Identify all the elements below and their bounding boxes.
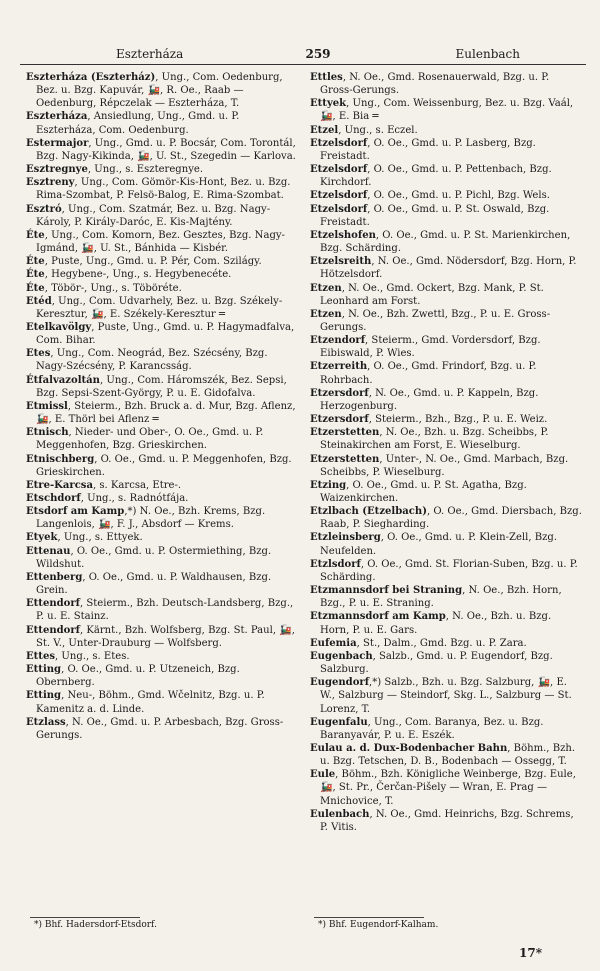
entry: Eugendorf,*) Salzb., Bzh. u. Bzg. Salzburg, 🚂, E. W., Salzburg — Steindorf, Skg. L., Salzburg — St. Lorenz, T. bbox=[310, 677, 572, 715]
entry: Ettendorf, Kärnt., Bzh. Wolfsberg, Bzg. St. Paul, 🚂, St. V., Unter-Drauburg — Wolfsberg. bbox=[26, 624, 295, 649]
entry: Estermajor, Ung., Gmd. u. P. Bocsár, Com. Torontál, Bzg. Nagy-Kikinda, 🚂, U. St., Szegedin — Karlova. bbox=[26, 137, 296, 162]
entry: Éte, Töbör-, Ung., s. Töböréte. bbox=[26, 282, 182, 294]
entry: Etéd, Ung., Com. Udvarhely, Bez. u. Bzg. Székely-Keresztur, 🚂, E. Székely-Keresztur ═ bbox=[26, 295, 283, 320]
entry: Ettes, Ung., s. Etes. bbox=[26, 650, 130, 662]
footnote-right: *) Bhf. Eugendorf-Kalham. bbox=[318, 920, 439, 930]
entry: Esztregnye, Ung., s. Eszteregnye. bbox=[26, 164, 204, 176]
entry: Étfalvazoltán, Ung., Com. Háromszék, Bez. Sepsi, Bzg. Sepsi-Szent-György, P. u. E. Gidofalva. bbox=[26, 374, 287, 399]
entry: Etes, Ung., Com. Neográd, Bez. Szécsény, Bzg. Nagy-Szécsény, P. Karancsság. bbox=[26, 348, 268, 373]
footnote-rule-right bbox=[314, 917, 424, 918]
entry: Eulenbach, N. Oe., Gmd. Heinrichs, Bzg. Schrems, P. Vitis. bbox=[310, 808, 574, 833]
entry: Ettendorf, Steierm., Bzh. Deutsch-Landsberg, Bzg., P. u. E. Stainz. bbox=[26, 598, 294, 623]
header-right-word: Eulenbach bbox=[455, 47, 520, 61]
entry: Etzen, N. Oe., Bzh. Zwettl, Bzg., P. u. E. Gross-Gerungs. bbox=[310, 308, 551, 333]
entry: Etzelsdorf, O. Oe., Gmd. u. P. St. Oswald, Bzg. Freistadt. bbox=[310, 203, 550, 228]
entry: Etzelsdorf, O. Oe., Gmd. u. P. Pichl, Bzg. Wels. bbox=[310, 190, 550, 202]
entry: Etzelsreith, N. Oe., Gmd. Nödersdorf, Bzg. Horn, P. Hötzelsdorf. bbox=[310, 256, 577, 281]
entry: Etzlsdorf, O. Oe., Gmd. St. Florian-Suben, Bzg. u. P. Schärding. bbox=[310, 558, 578, 583]
footnote-left: *) Bhf. Hadersdorf-Etsdorf. bbox=[34, 920, 157, 930]
entry: Etsdorf am Kamp,*) N. Oe., Bzh. Krems, Bzg. Langenlois, 🚂, F. J., Absdorf — Krems. bbox=[26, 506, 266, 531]
entry: Etyek, Ung., s. Ettyek. bbox=[26, 532, 143, 544]
entry: Esztró, Ung., Com. Szatmár, Bez. u. Bzg. Nagy-Károly, P. Király-Daróc, E. Kis-Majtény. bbox=[26, 203, 271, 228]
running-header bbox=[28, 46, 582, 62]
footnote-rule-left bbox=[30, 917, 140, 918]
entry: Etzerstetten, N. Oe., Bzh. u. Bzg. Scheibbs, P. Steinakirchen am Forst, E. Wieselburg. bbox=[310, 427, 549, 452]
entry: Eugenbach, Salzb., Gmd. u. P. Eugendorf, Bzg. Salzburg. bbox=[310, 650, 553, 676]
entry: Etting, Neu-, Böhm., Gmd. Wčelnitz, Bzg. u. P. Kamenitz a. d. Linde. bbox=[26, 690, 265, 715]
page-number: 259 bbox=[305, 47, 331, 61]
entry: Etzmannsdorf am Kamp, N. Oe., Bzh. u. Bzg. Horn, P. u. E. Gars. bbox=[310, 611, 552, 636]
entry: Esztreny, Ung., Com. Gömör-Kis-Hont, Bez. u. Bzg. Rima-Szombat, P. Felsö-Balog, E. Rima-Szombat. bbox=[26, 177, 291, 202]
entry: Etzersdorf, N. Oe., Gmd. u. P. Kappeln, Bzg. Herzogenburg. bbox=[310, 387, 539, 412]
entry: Ettyek, Ung., Com. Weissenburg, Bez. u. Bzg. Vaál, 🚂, E. Bia ═ bbox=[310, 98, 574, 123]
entry: Etzel, Ung., s. Eczel. bbox=[310, 124, 418, 136]
entry: Éte, Ung., Com. Komorn, Bez. Gesztes, Bzg. Nagy-Igmánd, 🚂, U. St., Bánhida — Kisbér. bbox=[26, 229, 285, 255]
entry: Etzerreith, O. Oe., Gmd. Frindorf, Bzg. u. P. Rohrbach. bbox=[310, 361, 537, 386]
entry: Etting, O. Oe., Gmd. u. P. Utzeneich, Bzg. Obernberg. bbox=[26, 664, 240, 689]
left-column bbox=[26, 71, 298, 742]
entry: Ettles, N. Oe., Gmd. Rosenauerwald, Bzg. u. P. Gross-Gerungs. bbox=[310, 72, 550, 97]
entry: Eufemia, St., Dalm., Gmd. Bzg. u. P. Zara. bbox=[310, 637, 527, 649]
entry: Ettenberg, O. Oe., Gmd. u. P. Waldhausen, Bzg. Grein. bbox=[26, 571, 272, 597]
entry: Etzelsdorf, O. Oe., Gmd. u. P. Lasberg, Bzg. Freistadt. bbox=[310, 137, 536, 162]
entry: Etmissl, Steierm., Bzh. Bruck a. d. Mur, Bzg. Aflenz, 🚂, E. Thörl bei Aflenz ═ bbox=[26, 400, 296, 426]
entry: Etzing, O. Oe., Gmd. u. P. St. Agatha, Bzg. Waizenkirchen. bbox=[310, 479, 527, 504]
entry: Etnischberg, O. Oe., Gmd. u. P. Meggenhofen, Bzg. Grieskirchen. bbox=[26, 453, 292, 478]
entry: Etzlbach (Etzelbach), O. Oe., Gmd. Diersbach, Bzg. Raab, P. Siegharding. bbox=[310, 506, 582, 531]
entry: Etzersdorf, Steierm., Bzh., Bzg., P. u. E. Weiz. bbox=[310, 414, 548, 426]
header-left-word: Eszterháza bbox=[116, 47, 184, 61]
entry: Etzen, N. Oe., Gmd. Ockert, Bzg. Mank, P. St. Leonhard am Forst. bbox=[310, 282, 544, 307]
entry: Etzerstetten, Unter-, N. Oe., Gmd. Marbach, Bzg. Scheibbs, P. Wieselburg. bbox=[310, 453, 569, 478]
entry: Eugenfalu, Ung., Com. Baranya, Bez. u. Bzg. Baranyavár, P. u. E. Eszék. bbox=[310, 716, 544, 741]
entry: Etschdorf, Ung., s. Radnótfája. bbox=[26, 493, 189, 504]
entry: Etzlass, N. Oe., Gmd. u. P. Arbesbach, Bzg. Gross-Gerungs. bbox=[26, 716, 284, 741]
entry: Etzendorf, Steierm., Gmd. Vordersdorf, Bzg. Eibiswald, P. Wies. bbox=[310, 335, 541, 360]
entry: Etzelshofen, O. Oe., Gmd. u. P. St. Marienkirchen, Bzg. Schärding. bbox=[310, 229, 571, 255]
entry: Etzmannsdorf bei Straning, N. Oe., Bzh. Horn, Bzg., P. u. E. Straning. bbox=[310, 585, 562, 610]
entry: Etnisch, Nieder- und Ober-, O. Oe., Gmd. u. P. Meggenhofen, Bzg. Grieskirchen. bbox=[26, 427, 264, 452]
entry: Etzelsdorf, O. Oe., Gmd. u. P. Pettenbach, Bzg. Kirchdorf. bbox=[310, 164, 552, 189]
entry: Ettenau, O. Oe., Gmd. u. P. Ostermiething, Bzg. Wildshut. bbox=[26, 545, 272, 570]
entry: Éte, Puste, Ung., Gmd. u. P. Pér, Com. Szilágy. bbox=[26, 256, 262, 268]
right-column bbox=[310, 71, 582, 834]
header-rule bbox=[20, 64, 586, 65]
signature-mark: 17* bbox=[519, 946, 542, 960]
entry: Eulau a. d. Dux-Bodenbacher Bahn, Böhm., Bzh. u. Bzg. Tetschen, D. B., Bodenbach — Ossegg, T. bbox=[310, 742, 576, 768]
entry: Etzleinsberg, O. Oe., Gmd. u. P. Klein-Zell, Bzg. Neufelden. bbox=[310, 532, 558, 557]
entry: Eule, Böhm., Bzh. Königliche Weinberge, Bzg. Eule, 🚂, St. Pr., Čerčan-Pišely — Wran, E. Prag — Mnichovice, T. bbox=[310, 769, 576, 807]
entry: Etelkavölgy, Puste, Ung., Gmd. u. P. Hagymadfalva, Com. Bihar. bbox=[26, 321, 295, 347]
entry: Etre-Karcsa, s. Karcsa, Etre-. bbox=[26, 479, 182, 491]
entry: Eszterháza, Ansiedlung, Ung., Gmd. u. P. Eszterháza, Com. Oedenburg. bbox=[26, 111, 240, 136]
entry: Éte, Hegybene-, Ung., s. Hegybenecéte. bbox=[26, 269, 232, 281]
entry: Eszterháza (Eszterház), Ung., Com. Oedenburg, Bez. u. Bzg. Kapuvár, 🚂, R. Oe., Raab — Oedenburg, Répczelak — Eszterháza, T. bbox=[26, 72, 283, 110]
